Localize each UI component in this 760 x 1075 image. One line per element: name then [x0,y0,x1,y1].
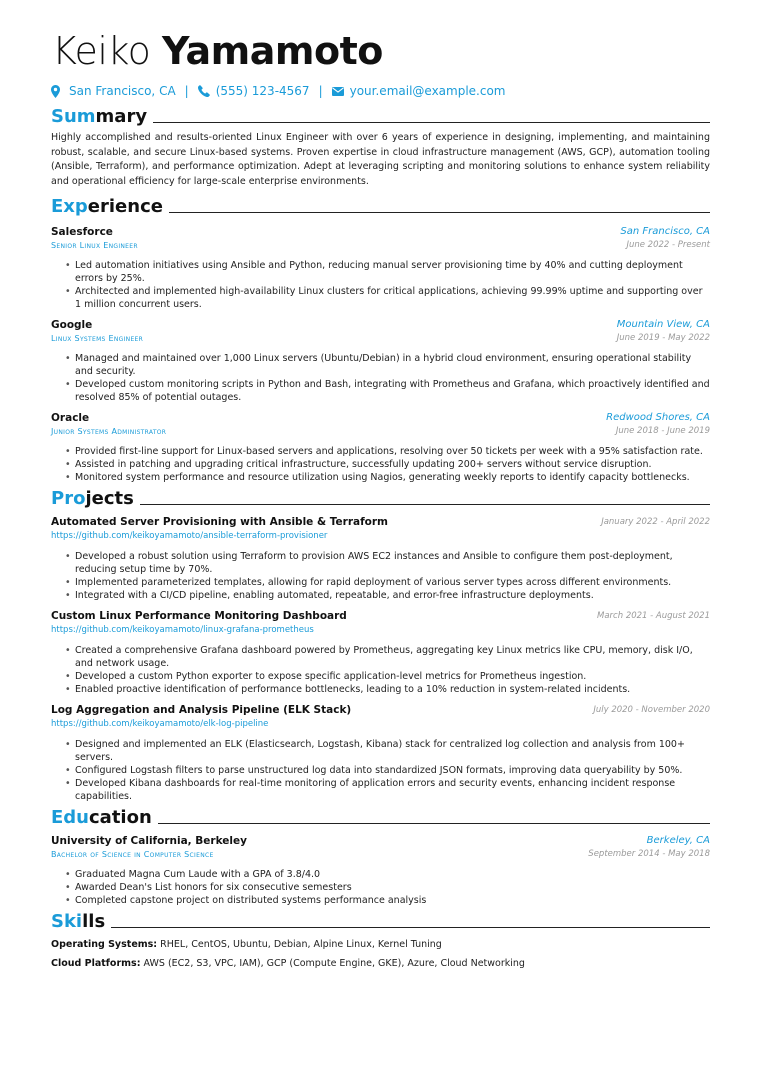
candidate-name [52,28,710,74]
heading-rest: cation [89,807,152,828]
bullet-item: • Developed a robust solution using Terraform to provision AWS EC2 instances and Ansible to configure them post-deployment, reducing setup time by 70%. [75,550,710,576]
phone-text: (555) 123-4567 [215,84,310,98]
education-heading [51,807,710,828]
section-rule [140,504,710,505]
bullet-item: • Architected and implemented high-availability Linux clusters for critical applications, achieving 99.99% uptime and supporting over 1 million concurrent users. [75,285,710,311]
summary-text: Highly accomplished and results-oriented Linux Engineer with over 6 years of experience in designing, implementing, and maintaining robust, scalable, and secure Linux-based systems. Proven expertise in cloud infrastructure management (AWS, GCP), automation tooling (Ansible, Terraform), and performance optimization. Adept at leveraging scripting and monitoring solutions to enhance system reliability and operational efficiency for large-scale enterprise environments. [51,132,710,187]
heading-rest: lls [82,911,106,932]
summary-heading [51,106,710,127]
heading-accent: Pro [51,488,86,509]
heading-accent: Exp [51,196,88,217]
skill-row [51,939,710,950]
job-location: San Francisco, CA [620,226,710,237]
bullet-item: • Configured Logstash filters to parse unstructured log data into standardized JSON formats, improving data queryability by 50%. [75,764,710,777]
bullet-item: • Designed and implemented an ELK (Elasticsearch, Logstash, Kibana) stack for centralized log collection and analysis from 100+ servers. [75,738,710,764]
bullet-list [51,868,710,907]
email-link[interactable]: your.email@example.com [349,84,506,98]
section-rule [169,212,710,213]
bullet-item: • Integrated with a CI/CD pipeline, enabling automated, repeatable, and error-free infrastructure deployments. [75,589,710,602]
project-entry [51,610,710,696]
bullet-item: • Enabled proactive identification of performance bottlenecks, leading to a 10% reduction in system-related incidents. [75,683,710,696]
bullet-item: • Awarded Dean's List honors for six consecutive semesters [75,881,710,894]
resume-page [51,28,710,969]
separator: | [318,84,323,98]
bullet-list [51,259,710,311]
skills-heading [51,911,710,932]
company-name: Salesforce [51,226,113,238]
first-name: Keiko [52,29,151,73]
job-dates: June 2022 - Present [626,240,710,250]
bullet-item: • Led automation initiatives using Ansible and Python, reducing manual server provisioning time by 40% and cutting deployment errors by 25%. [75,259,710,285]
bullet-list [51,352,710,404]
bullet-item: • Developed a custom Python exporter to expose specific application-level metrics for Prometheus ingestion. [75,670,710,683]
school-name: University of California, Berkeley [51,835,247,847]
project-link[interactable]: https://github.com/keikoyamamoto/linux-grafana-prometheus [51,625,314,635]
heading-rest: mary [95,106,148,127]
project-entry [51,516,710,602]
project-dates: January 2022 - April 2022 [601,517,710,527]
heading-rest: erience [87,196,163,217]
heading-accent: Sum [51,106,96,127]
bullet-item: • Assisted in patching and upgrading critical infrastructure, successfully updating 200+ servers without service disruption. [75,458,710,471]
school-dates: September 2014 - May 2018 [588,849,710,859]
bullet-list [51,550,710,602]
company-name: Oracle [51,412,90,424]
section-rule [111,927,710,928]
skill-value: AWS (EC2, S3, VPC, IAM), GCP (Compute Engine, GKE), Azure, Cloud Networking [143,958,525,969]
project-name: Automated Server Provisioning with Ansible & Terraform [51,516,388,528]
bullet-list [51,738,710,803]
job-title: Linux Systems Engineer [51,334,144,343]
job-title: Junior Systems Administrator [51,427,167,436]
project-name: Custom Linux Performance Monitoring Dashboard [51,610,347,622]
separator: | [184,84,189,98]
location-text: San Francisco, CA [69,84,176,98]
job-title: Senior Linux Engineer [51,241,138,250]
skill-row [51,958,710,969]
school-location: Berkeley, CA [646,835,710,846]
bullet-list [51,445,710,484]
map-marker-icon [51,85,63,98]
bullet-item: • Created a comprehensive Grafana dashboard powered by Prometheus, aggregating key Linux metrics like CPU, memory, disk I/O, and network usage. [75,644,710,670]
job-dates: June 2018 - June 2019 [615,426,710,436]
contact-line [51,82,710,100]
bullet-item: • Developed Kibana dashboards for real-time monitoring of application errors and security events, enhancing incident response capabilities. [75,777,710,803]
bullet-item: • Managed and maintained over 1,000 Linux servers (Ubuntu/Debian) in a hybrid cloud environment, ensuring operational stability and security. [75,352,710,378]
skill-label: Cloud Platforms: [51,958,141,969]
experience-entry [51,319,710,404]
heading-accent: Ski [51,911,83,932]
last-name: Yamamoto [161,29,383,73]
bullet-item: • Monitored system performance and resource utilization using Nagios, generating weekly reports to identify capacity bottlenecks. [75,471,710,484]
bullet-item: • Provided first-line support for Linux-based servers and applications, resolving over 50 tickets per week with a 95% satisfaction rate. [75,445,710,458]
degree-title: Bachelor of Science in Computer Science [51,850,214,859]
bullet-item: • Completed capstone project on distributed systems performance analysis [75,894,710,907]
skill-label: Operating Systems: [51,939,158,950]
job-location: Mountain View, CA [616,319,710,330]
project-link[interactable]: https://github.com/keikoyamamoto/elk-log-pipeline [51,719,269,729]
experience-heading [51,196,710,217]
projects-heading [51,488,710,509]
section-rule [158,823,710,824]
job-dates: June 2019 - May 2022 [616,333,710,343]
experience-entry [51,226,710,311]
project-link[interactable]: https://github.com/keikoyamamoto/ansible-terraform-provisioner [51,531,328,541]
skill-value: RHEL, CentOS, Ubuntu, Debian, Alpine Linux, Kernel Tuning [160,939,442,950]
bullet-item: • Developed custom monitoring scripts in Python and Bash, integrating with Prometheus and Grafana, which proactively identified and resolved 85% of potential outages. [75,378,710,404]
heading-accent: Edu [51,807,89,828]
heading-rest: jects [85,488,134,509]
project-dates: March 2021 - August 2021 [597,611,710,621]
job-location: Redwood Shores, CA [606,412,710,423]
project-entry [51,704,710,803]
phone-icon [198,85,210,97]
company-name: Google [51,319,93,331]
envelope-icon [332,87,344,96]
education-entry [51,835,710,907]
bullet-list [51,644,710,696]
experience-entry [51,412,710,484]
bullet-item: • Implemented parameterized templates, allowing for rapid deployment of various server types across different environments. [75,576,710,589]
project-name: Log Aggregation and Analysis Pipeline (ELK Stack) [51,704,352,716]
project-dates: July 2020 - November 2020 [593,705,710,715]
section-rule [153,122,710,123]
bullet-item: • Graduated Magna Cum Laude with a GPA of 3.8/4.0 [75,868,710,881]
